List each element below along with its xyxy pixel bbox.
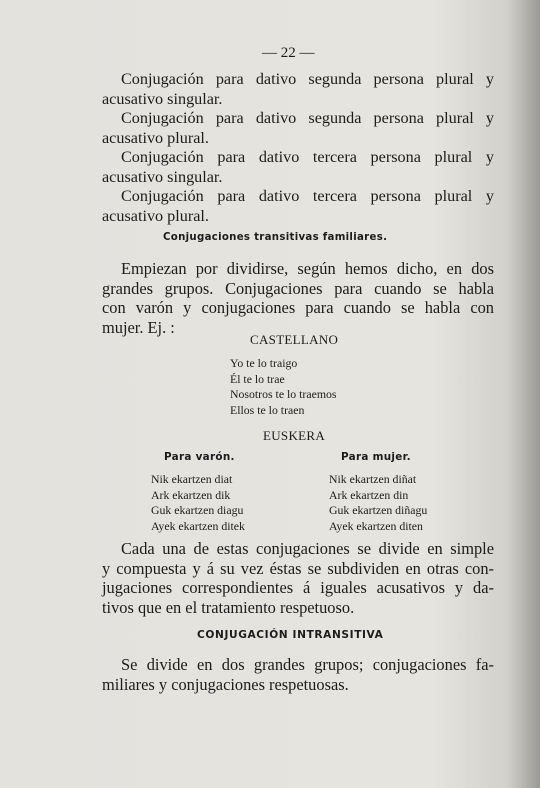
- paragraph-line: jugaciones correspondientes á iguales acusativos y da-: [102, 578, 494, 597]
- intro-line: Conjugación para dativo tercera persona plural y: [121, 148, 494, 166]
- paragraph-line: Cada una de estas conjugaciones se divide en simple: [121, 539, 494, 558]
- mujer-line: Guk ekartzen diñagu: [329, 503, 428, 517]
- intro-line: Conjugación para dativo tercera persona plural y: [121, 187, 494, 205]
- paragraph-line: miliares y conjugaciones respetuosas.: [102, 674, 349, 694]
- paragraph-line: con varón y conjugaciones para cuando se habla con: [102, 298, 494, 317]
- intro-line: acusativo plural.: [102, 128, 209, 147]
- intro-line: Conjugación para dativo segunda persona plural y: [121, 70, 494, 88]
- castellano-line: Nosotros te lo traemos: [230, 387, 337, 401]
- varon-line: Ark ekartzen dik: [151, 487, 231, 502]
- mujer-line: Nik ekartzen diñat: [329, 472, 417, 486]
- intro-line: Conjugación para dativo segunda persona plural y: [121, 109, 494, 127]
- paragraph-line: mujer. Ej. :: [102, 317, 175, 337]
- page-number: — 22 —: [262, 45, 315, 61]
- mujer-line: Ayek ekartzen diten: [329, 518, 423, 533]
- intro-line: acusativo singular.: [102, 89, 223, 108]
- varon-line: Nik ekartzen diat: [151, 472, 233, 486]
- castellano-line: Ellos te lo traen: [230, 402, 305, 417]
- paragraph-line: Empiezan por dividirse, según hemos dicho, en dos: [121, 259, 494, 278]
- mujer-examples: [329, 472, 427, 534]
- varon-line: Ayek ekartzen ditek: [151, 518, 245, 533]
- varon-examples: [151, 472, 245, 534]
- section-heading-intransitiva: CONJUGACIÓN INTRANSITIVA: [197, 629, 384, 641]
- section-heading-familiares: Conjugaciones transitivas familiares.: [163, 232, 388, 243]
- castellano-label: CASTELLANO: [250, 332, 339, 347]
- intro-line: acusativo singular.: [102, 167, 223, 186]
- varon-heading: Para varón.: [164, 451, 235, 463]
- paragraph-line: tivos que en el tratamiento respetuoso.: [102, 597, 355, 617]
- intro-line: acusativo plural.: [102, 206, 209, 225]
- paragraph-subdivision: [102, 539, 494, 617]
- castellano-examples: [230, 356, 336, 418]
- paragraph-line: y compuesta y á su vez éstas se subdividen en otras con-: [102, 558, 494, 578]
- castellano-line: Él te lo trae: [230, 371, 285, 386]
- paragraph-line: Se divide en dos grandes grupos; conjugaciones fa-: [121, 655, 494, 674]
- mujer-line: Ark ekartzen din: [329, 487, 409, 502]
- varon-line: Guk ekartzen diagu: [151, 503, 244, 517]
- paragraph-line: grandes grupos. Conjugaciones para cuando se habla: [102, 278, 494, 298]
- castellano-line: Yo te lo traigo: [230, 356, 298, 370]
- euskera-label: EUSKERA: [263, 428, 326, 443]
- paragraph-groups: [102, 259, 494, 337]
- mujer-heading: Para mujer.: [341, 451, 411, 463]
- paragraph-intransitiva: [102, 655, 494, 694]
- intro-paragraph: [102, 70, 494, 226]
